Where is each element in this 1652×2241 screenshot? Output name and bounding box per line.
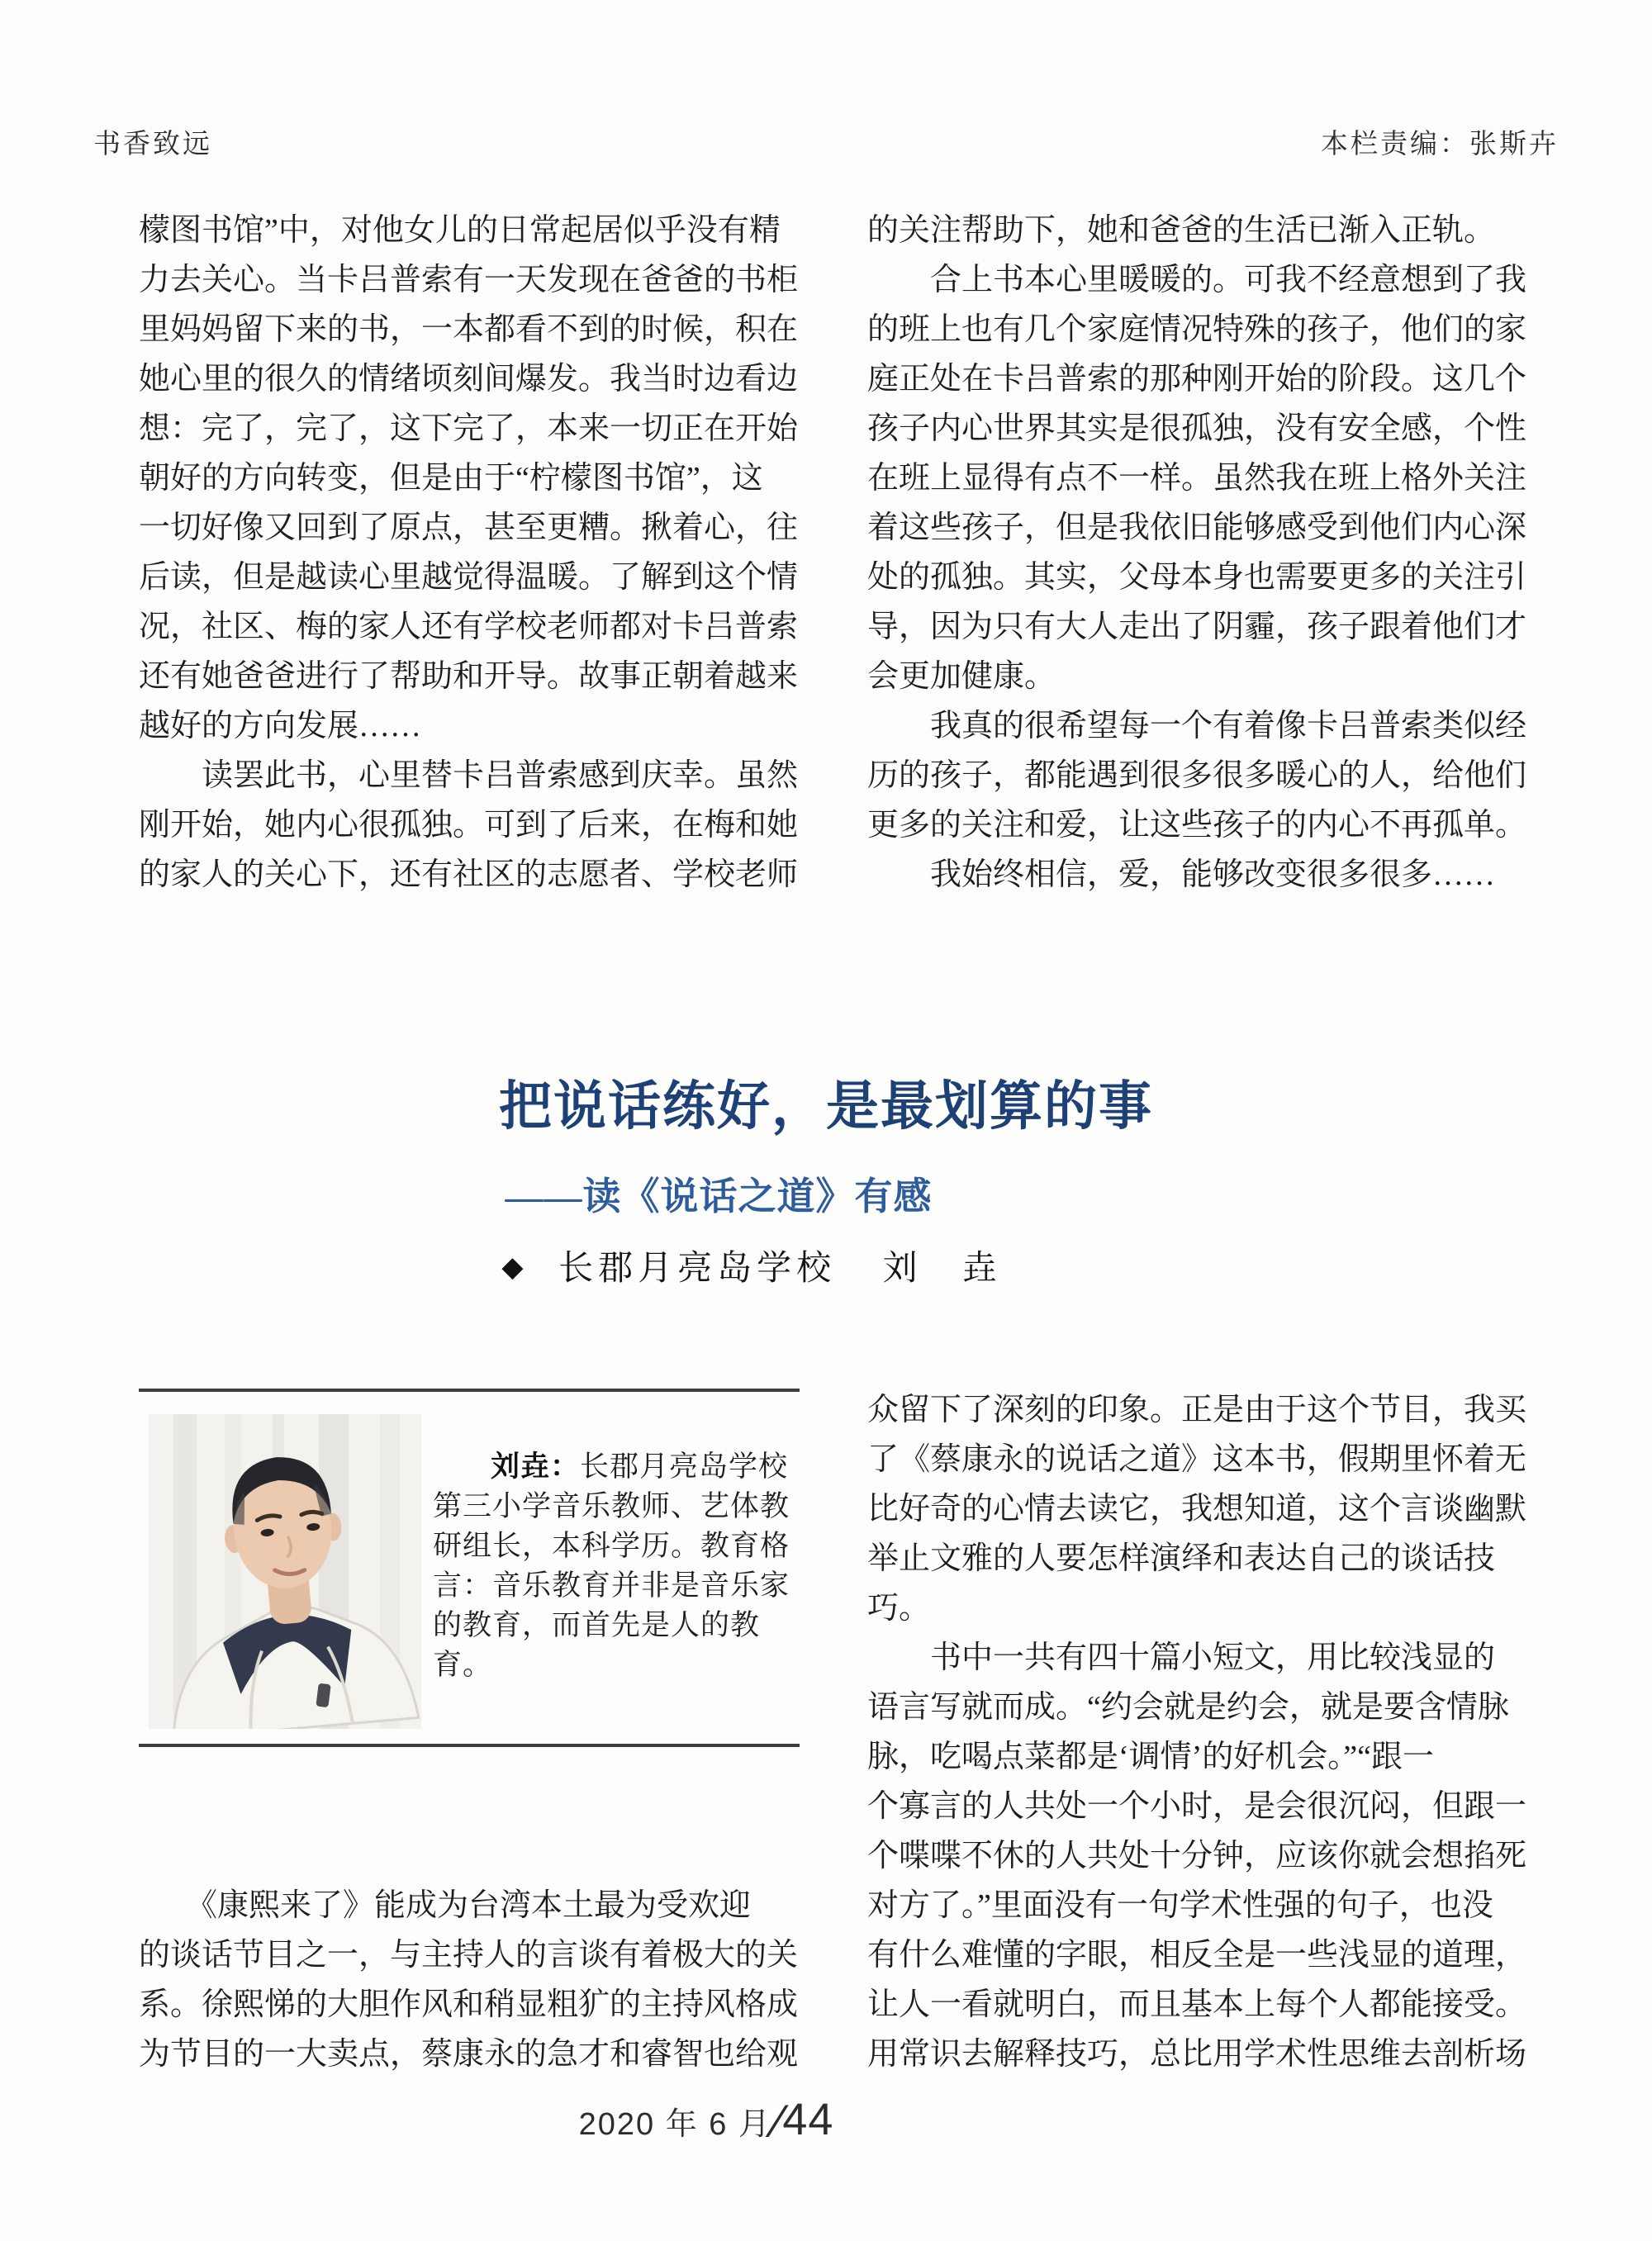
bio-text bbox=[433, 1447, 788, 1685]
diamond-icon: ◆ bbox=[501, 1252, 524, 1283]
text-line: 读罢此书，心里替卡吕普索感到庆幸。虽然 bbox=[139, 758, 799, 793]
text-line: 个喋喋不休的人共处十分钟，应该你就会想掐死 bbox=[867, 1839, 1527, 1873]
text-line: 里妈妈留下来的书，一本都看不到的时候，积在 bbox=[139, 312, 799, 347]
text-line: 庭正处在卡吕普索的那种刚开始的阶段。这几个 bbox=[867, 362, 1527, 396]
text-line: 想：完了，完了，这下完了，本来一切正在开始 bbox=[139, 411, 799, 446]
author-name: 刘 垚 bbox=[882, 1250, 1002, 1288]
bio-name-label: 刘垚： bbox=[491, 1450, 581, 1483]
issue-date: 2020 年 6 月 bbox=[578, 2107, 771, 2142]
bio-divider-top bbox=[139, 1389, 800, 1392]
text-line: 会更加健康。 bbox=[867, 659, 1056, 694]
text-line: 为节目的一大卖点，蔡康永的急才和睿智也给观 bbox=[139, 2037, 799, 2072]
text-line: 合上书本心里暖暖的。可我不经意想到了我 bbox=[867, 263, 1527, 297]
text-line: 历的孩子，都能遇到很多很多暖心的人，给他们 bbox=[867, 758, 1527, 793]
top-right-column bbox=[867, 206, 1533, 900]
text-line: 比好奇的心情去读它，我想知道，这个言谈幽默 bbox=[867, 1492, 1527, 1526]
author-line bbox=[0, 1241, 1578, 1290]
page-footer bbox=[0, 2091, 1532, 2145]
text-line: 力去关心。当卡吕普索有一天发现在爸爸的书柜 bbox=[139, 263, 799, 297]
text-line: 我始终相信，爱，能够改变很多很多…… bbox=[867, 857, 1496, 892]
bio-first-line bbox=[433, 1447, 788, 1487]
text-line: 系。徐熙悌的大胆作风和稍显粗犷的主持风格成 bbox=[139, 1987, 799, 2022]
top-left-column bbox=[139, 206, 805, 900]
text-line: 语言写就而成。“约会就是约会，就是要含情脉 bbox=[867, 1690, 1509, 1725]
text-line: 处的孤独。其实，父母本身也需要更多的关注引 bbox=[867, 560, 1527, 595]
text-line: 书中一共有四十篇小短文，用比较浅显的 bbox=[867, 1640, 1496, 1675]
author-school: 长郡月亮岛学校 bbox=[558, 1250, 837, 1288]
text-line: 着这些孩子，但是我依旧能够感受到他们内心深 bbox=[867, 510, 1527, 545]
text-line: 的家人的关心下，还有社区的志愿者、学校老师 bbox=[139, 857, 799, 892]
text-line: 的关注帮助下，她和爸爸的生活已渐入正轨。 bbox=[867, 213, 1496, 248]
text-line: 刚开始，她内心很孤独。可到了后来，在梅和她 bbox=[139, 808, 799, 843]
article-subtitle: ——读《说话之道》有感 bbox=[505, 1175, 933, 1218]
text-line: 举止文雅的人要怎样演绎和表达自己的谈话技 bbox=[867, 1541, 1496, 1576]
text-line: 言：音乐教育并非是音乐家 bbox=[433, 1569, 790, 1602]
text-line: 她心里的很久的情绪顷刻间爆发。我当时边看边 bbox=[139, 362, 799, 396]
text-line: 用常识去解释技巧，总比用学术性思维去剖析场 bbox=[867, 2037, 1527, 2072]
text-line: 檬图书馆”中，对他女儿的日常起居似乎没有精 bbox=[139, 213, 781, 248]
bottom-right-column bbox=[867, 1385, 1533, 2079]
column-title: 书香致远 bbox=[93, 128, 212, 159]
bio-divider-bottom bbox=[139, 1744, 800, 1747]
bio-first-line-rest: 长郡月亮岛学校 bbox=[580, 1450, 789, 1483]
text-line: 第三小学音乐教师、艺体教 bbox=[433, 1490, 790, 1522]
text-line: 在班上显得有点不一样。虽然我在班上格外关注 bbox=[867, 461, 1527, 496]
page-header bbox=[93, 122, 1559, 161]
text-line: 孩子内心世界其实是很孤独，没有安全感，个性 bbox=[867, 411, 1527, 446]
bio-lines bbox=[433, 1487, 788, 1685]
text-line: 还有她爸爸进行了帮助和开导。故事正朝着越来 bbox=[139, 659, 799, 694]
text-line: 的班上也有几个家庭情况特殊的孩子，他们的家 bbox=[867, 312, 1527, 347]
text-line: 的教育，而首先是人的教 bbox=[433, 1609, 761, 1641]
bottom-left-column bbox=[139, 1881, 805, 2079]
text-line: 个寡言的人共处一个小时，是会很沉闷，但跟一 bbox=[867, 1789, 1527, 1824]
text-line: 越好的方向发展…… bbox=[139, 709, 422, 743]
text-line: 了《蔡康永的说话之道》这本书，假期里怀着无 bbox=[867, 1442, 1527, 1477]
footer-slash: ∕ bbox=[774, 2095, 783, 2147]
text-line: 《康熙来了》能成为台湾本土最为受欢迎 bbox=[139, 1888, 752, 1923]
editor-credit: 本栏责编：张斯卉 bbox=[1321, 128, 1559, 159]
text-line: 育。 bbox=[433, 1649, 493, 1681]
portrait-illustration bbox=[149, 1414, 421, 1729]
text-line: 一切好像又回到了原点，甚至更糟。揪着心，往 bbox=[139, 510, 799, 545]
text-line: 朝好的方向转变，但是由于“柠檬图书馆”，这 bbox=[139, 461, 763, 496]
article-title: 把说话练好，是最划算的事 bbox=[499, 1077, 1153, 1136]
text-line: 的谈话节目之一，与主持人的言谈有着极大的关 bbox=[139, 1938, 799, 1973]
text-line: 巧。 bbox=[867, 1591, 931, 1626]
text-line: 对方了。”里面没有一句学术性强的句子，也没 bbox=[867, 1888, 1493, 1923]
text-line: 众留下了深刻的印象。正是由于这个节目，我买 bbox=[867, 1393, 1527, 1427]
text-line: 后读，但是越读心里越觉得温暖。了解到这个情 bbox=[139, 560, 799, 595]
text-line: 况，社区、梅的家人还有学校老师都对卡吕普索 bbox=[139, 610, 799, 644]
text-line: 脉，吃喝点菜都是‘调情’的好机会。”“跟一 bbox=[867, 1740, 1435, 1774]
text-line: 研组长，本科学历。教育格 bbox=[433, 1530, 790, 1562]
text-line: 导，因为只有大人走出了阴霾，孩子跟着他们才 bbox=[867, 610, 1527, 644]
text-line: 让人一看就明白，而且基本上每个人都能接受。 bbox=[867, 1987, 1527, 2022]
text-line: 更多的关注和爱，让这些孩子的内心不再孤单。 bbox=[867, 808, 1527, 843]
page-number: 44 bbox=[782, 2095, 834, 2144]
text-line: 有什么难懂的字眼，相反全是一些浅显的道理， bbox=[867, 1938, 1527, 1973]
text-line: 我真的很希望每一个有着像卡吕普索类似经 bbox=[867, 709, 1527, 743]
author-photo bbox=[149, 1414, 421, 1729]
